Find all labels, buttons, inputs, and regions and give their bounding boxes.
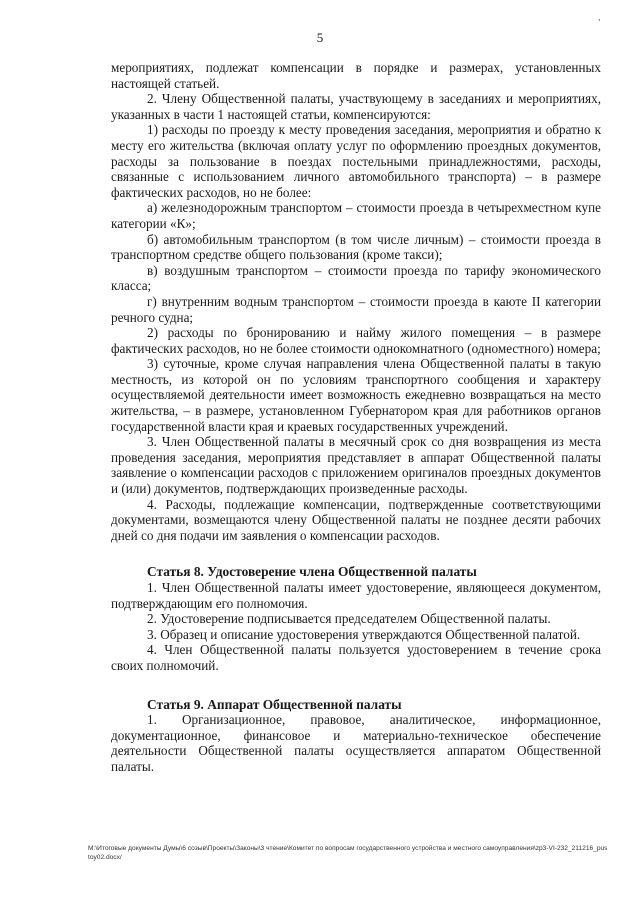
paragraph: б) автомобильным транспортом (в том числе личным) – стоимости проезда в транспортном средстве общего пользования (кроме такси);: [111, 231, 601, 263]
paragraph: в) воздушным транспортом – стоимости проезда по тарифу экономического класса;: [111, 262, 601, 294]
article-8-heading: Статья 8. Удостоверение члена Общественной палаты: [147, 564, 477, 580]
file-path-footer: M:\Итоговые документы Думы\6 созыв\Проекты\Законы\3 чтение\Комитет по вопросам государственного устройства и местного самоуправления\zp3-VI-232_211216_pustoy02.docx/: [88, 845, 608, 861]
paragraph: 3. Образец и описание удостоверения утверждаются Общественной палатой.: [147, 626, 581, 642]
paragraph: 4. Расходы, подлежащие компенсации, подтвержденные соответствующими документами, возмещаются члену Общественной палаты не позднее десяти рабочих дней со дня подачи им заявления о компенсации расходов.: [111, 496, 601, 543]
paragraph: 2. Члену Общественной палаты, участвующему в заседаниях и мероприятиях, указанных в части 1 настоящей статьи, компенсируются:: [111, 91, 601, 122]
paragraph: 2) расходы по бронированию и найму жилого помещения – в размере фактических расходов, но не более стоимости однокомнатного (одноместного) номера;: [111, 325, 601, 356]
paragraph: 1. Организационное, правовое, аналитическое, информационное, документационное, финансовое и материально-техническое обеспечение деятельности Общественной палаты осуществляется аппаратом Общественной палаты.: [111, 712, 601, 774]
article-9-heading: Статья 9. Аппарат Общественной палаты: [147, 696, 402, 712]
paragraph: а) железнодорожным транспортом – стоимости проезда в четырехместном купе категории «К»;: [111, 200, 601, 231]
paragraph: мероприятиях, подлежат компенсации в порядке и размерах, установленных настоящей статьей.: [111, 60, 601, 91]
paragraph: 4. Член Общественной палаты пользуется удостоверением в течение срока своих полномочий.: [111, 642, 601, 673]
scan-mark: ,: [598, 12, 601, 22]
document-body: [111, 60, 601, 775]
paragraph: 3. Член Общественной палаты в месячный срок со дня возвращения из места проведения заседания, мероприятия представляет в аппарат Общественной палаты заявление о компенсации расходов с приложением оригиналов проездных документов и (или) документов, подтверждающих произведенные расходы.: [111, 434, 601, 497]
paragraph: 1. Член Общественной палаты имеет удостоверение, являющееся документом, подтверждающим его полномочия.: [111, 580, 601, 611]
paragraph: 2. Удостоверение подписывается председателем Общественной палаты.: [147, 611, 551, 627]
paragraph: г) внутренним водным транспортом – стоимости проезда в каюте II категории речного судна;: [111, 293, 601, 325]
page-number: 5: [316, 30, 324, 45]
paragraph: 1) расходы по проезду к месту проведения заседания, мероприятия и обратно к месту его жительства (включая оплату услуг по оформлению проездных документов, расходы за пользование в поездах постельными принадлежностями, расходы, связанные с использованием личного автомобильного транспорта) – в размере фактических расходов, но не более:: [111, 122, 601, 200]
paragraph: 3) суточные, кроме случая направления члена Общественной палаты в такую местность, из которой он по условиям транспортного сообщения и характеру осуществляемой деятельности имеет возможность ежедневно возвращаться на место жительства, – в размере, установленном Губернатором края для работников органов государственной власти края и краевых государственных учреждений.: [111, 356, 601, 434]
